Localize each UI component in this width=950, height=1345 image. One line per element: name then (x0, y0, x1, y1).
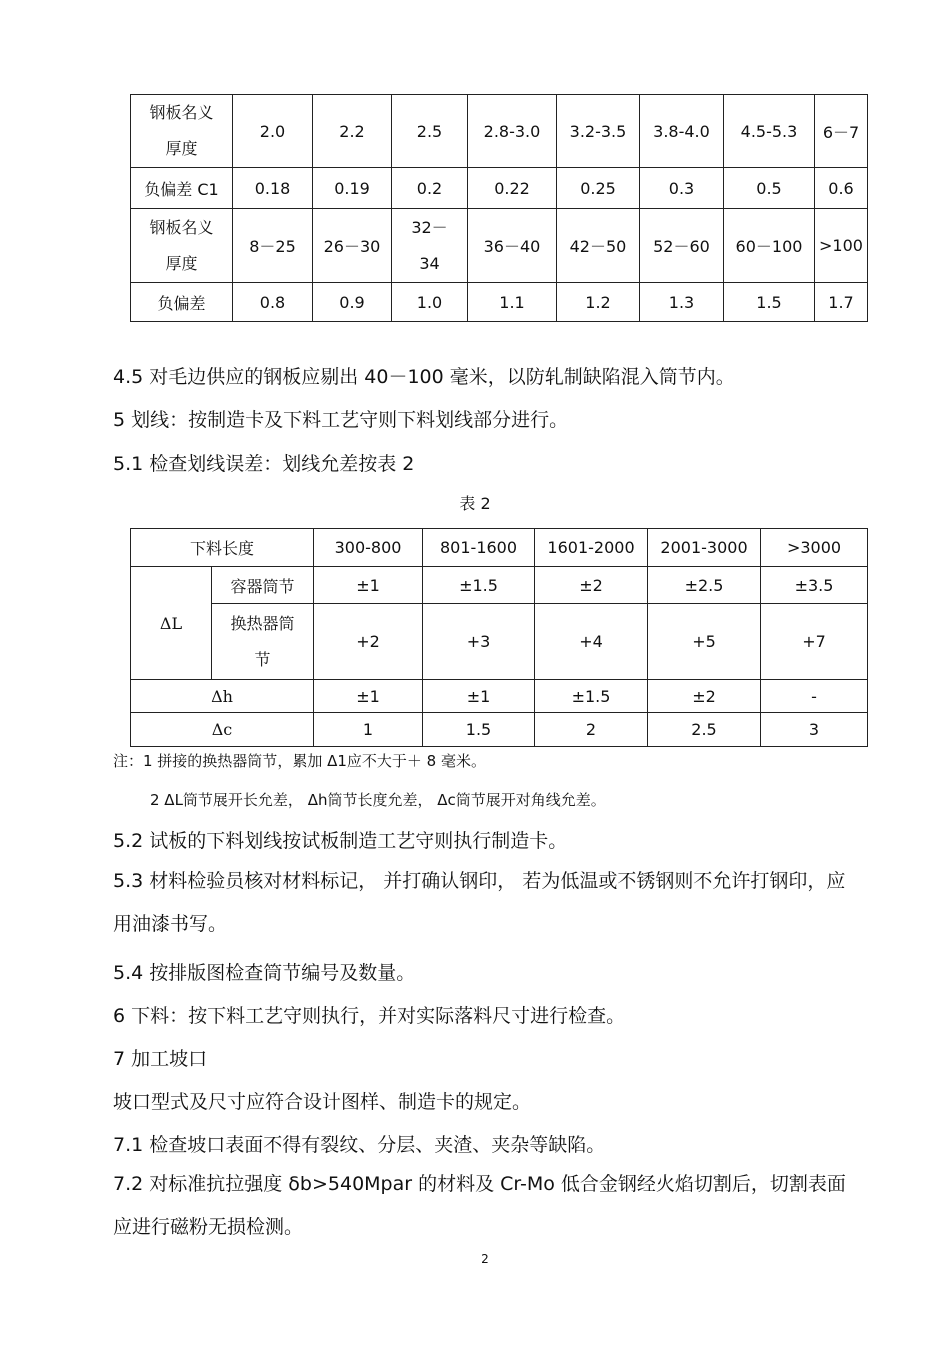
table-row (131, 567, 868, 604)
table-row (131, 529, 868, 567)
table-cell: 1 (314, 713, 423, 747)
table-cell: 0.2 (392, 168, 468, 209)
table-cell: ±2 (535, 567, 648, 604)
table-cell: 0.6 (815, 168, 868, 209)
table-header-cell: 下料长度 (131, 529, 314, 567)
table-cell: 1.3 (640, 283, 724, 322)
table-cell: 2.2 (313, 95, 392, 168)
table-cell: 6－7 (815, 95, 868, 168)
table-cell: 2.5 (392, 95, 468, 168)
table-cell: 2.5 (648, 713, 761, 747)
table-caption: 表 2 (459, 494, 491, 513)
table-cell: Δh (131, 680, 314, 713)
table-row (131, 168, 868, 209)
table-cell: 负偏差 (131, 283, 233, 322)
table-cell: 钢板名义 厚度 (131, 209, 233, 283)
table-header-cell: 1601-2000 (535, 529, 648, 567)
table-cell: +2 (314, 604, 423, 680)
paragraph-4-5: 4.5 对毛边供应的钢板应剔出 40－100 毫米，以防轧制缺陷混入筒节内。 (113, 366, 735, 388)
table-cell: Δc (131, 713, 314, 747)
table-cell: 换热器筒 节 (212, 604, 314, 680)
table-cell: +7 (761, 604, 868, 680)
paragraph-5-2: 5.2 试板的下料划线按试板制造工艺守则执行制造卡。 (113, 830, 568, 852)
table-cell: 0.8 (233, 283, 313, 322)
table-row (131, 209, 868, 283)
table-cell: ±3.5 (761, 567, 868, 604)
table-cell: +5 (648, 604, 761, 680)
table-cell: 1.7 (815, 283, 868, 322)
table-row (131, 95, 868, 168)
table-cell: 52－60 (640, 209, 724, 283)
table-cell: - (761, 680, 868, 713)
table-cell: >100 (815, 209, 868, 283)
table-note-2: 2 ΔL筒节展开长允差， Δh筒节长度允差， Δc筒节展开对角线允差。 (150, 791, 606, 809)
table-header-cell: >3000 (761, 529, 868, 567)
table-cell: 1.5 (724, 283, 815, 322)
paragraph-6: 6 下料：按下料工艺守则执行，并对实际落料尺寸进行检查。 (113, 1005, 626, 1027)
table-cell: 8－25 (233, 209, 313, 283)
table-cell: +4 (535, 604, 648, 680)
paragraph-5-3: 5.3 材料检验员核对材料标记， 并打确认钢印， 若为低温或不锈钢则不允许打钢印，应用油漆书写。 (113, 870, 846, 935)
table-cell: 0.3 (640, 168, 724, 209)
table-cell: +3 (423, 604, 535, 680)
table-cell: 0.5 (724, 168, 815, 209)
table-cell: 36－40 (468, 209, 557, 283)
table-note-1: 注：1 拼接的换热器筒节，累加 Δ1应不大于＋ 8 毫米。 (113, 752, 486, 770)
table-cell: 0.19 (313, 168, 392, 209)
table-cell: 2.8-3.0 (468, 95, 557, 168)
table-cell: ±2 (648, 680, 761, 713)
table-header-cell: 801-1600 (423, 529, 535, 567)
table-cell: 1.1 (468, 283, 557, 322)
table-cell: ±1 (314, 680, 423, 713)
table-cell: 2.0 (233, 95, 313, 168)
paragraph-5-1: 5.1 检查划线误差：划线允差按表 2 (113, 453, 415, 475)
paragraph-5: 5 划线：按制造卡及下料工艺守则下料划线部分进行。 (113, 409, 569, 431)
table-header-cell: 2001-3000 (648, 529, 761, 567)
table-row (131, 604, 868, 680)
table-cell: ΔL (131, 567, 212, 680)
paragraph-7: 7 加工坡口 (113, 1048, 208, 1070)
table-cell: 0.22 (468, 168, 557, 209)
table-cell: 42－50 (557, 209, 640, 283)
table-cell: ±1 (314, 567, 423, 604)
paragraph-7-intro: 坡口型式及尺寸应符合设计图样、制造卡的规定。 (113, 1091, 532, 1113)
table-cell: 26－30 (313, 209, 392, 283)
paragraph-7-2: 7.2 对标准抗拉强度 δb>540Mpar 的材料及 Cr-Mo 低合金钢经火焰切割后，切割表面应进行磁粉无损检测。 (113, 1173, 846, 1238)
table-row (131, 283, 868, 322)
table-cell: 0.9 (313, 283, 392, 322)
table-cell: ±1 (423, 680, 535, 713)
table-row (131, 680, 868, 713)
table-cell: 负偏差 C1 (131, 168, 233, 209)
table-cell: ±1.5 (535, 680, 648, 713)
page-number: 2 (481, 1252, 489, 1266)
table-cell: 32－ 34 (392, 209, 468, 283)
paragraph-7-1: 7.1 检查坡口表面不得有裂纹、分层、夹渣、夹杂等缺陷。 (113, 1134, 606, 1156)
table-cell: 3.8-4.0 (640, 95, 724, 168)
table-cell: 容器筒节 (212, 567, 314, 604)
table-cell: ±1.5 (423, 567, 535, 604)
table-cell: 60－100 (724, 209, 815, 283)
table-row (131, 713, 868, 747)
table-cell: 1.0 (392, 283, 468, 322)
table-cell: 1.5 (423, 713, 535, 747)
table-cell: 2 (535, 713, 648, 747)
table-cell: 0.18 (233, 168, 313, 209)
paragraph-5-4: 5.4 按排版图检查筒节编号及数量。 (113, 962, 416, 984)
table-cell: 4.5-5.3 (724, 95, 815, 168)
table-cell: 0.25 (557, 168, 640, 209)
thickness-tolerance-table (130, 94, 868, 322)
table-cell: 3 (761, 713, 868, 747)
table-header-cell: 300-800 (314, 529, 423, 567)
table-cell: 3.2-3.5 (557, 95, 640, 168)
marking-tolerance-table (130, 528, 868, 747)
table-cell: ±2.5 (648, 567, 761, 604)
table-cell: 1.2 (557, 283, 640, 322)
table-cell: 钢板名义 厚度 (131, 95, 233, 168)
